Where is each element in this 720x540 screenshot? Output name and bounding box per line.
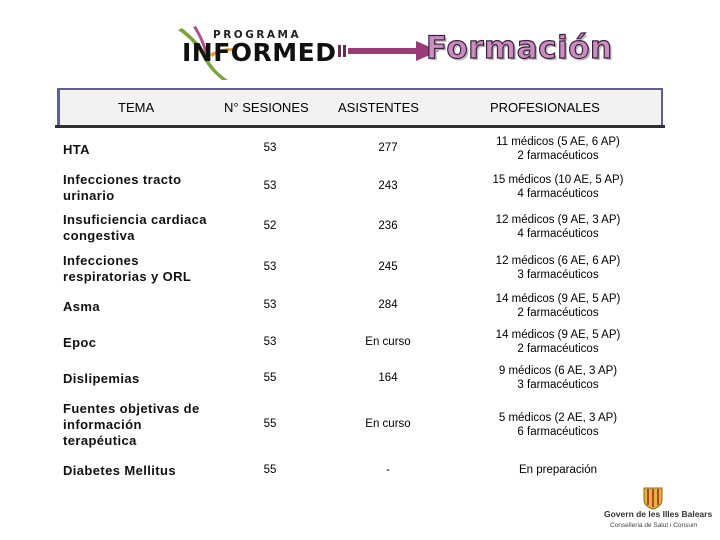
row-asistentes: 164	[378, 372, 398, 384]
row-asistentes: 284	[378, 299, 398, 311]
row-profesionales: 12 médicos (6 AE, 6 AP) 3 farmacéuticos	[495, 255, 621, 281]
section-title: Formación	[426, 30, 613, 66]
row-sesiones: 53	[263, 336, 277, 348]
row-tema: Asma	[63, 299, 101, 314]
row-sesiones: 55	[263, 418, 277, 430]
row-asistentes: 277	[378, 142, 398, 154]
row-tema: Insuficiencia cardiaca congestiva	[63, 212, 207, 243]
row-asistentes: 243	[378, 180, 398, 192]
row-sesiones: 55	[263, 464, 277, 476]
row-tema: Dislipemias	[63, 371, 140, 386]
row-tema: Infecciones respiratorias y ORL	[63, 253, 192, 284]
row-profesionales: 15 médicos (10 AE, 5 AP) 4 farmacéuticos	[492, 174, 624, 200]
row-profesionales: En preparación	[519, 464, 597, 476]
row-sesiones: 53	[263, 299, 277, 311]
row-tema: Epoc	[63, 335, 97, 350]
logo-informed-text: INFORMED	[182, 38, 337, 67]
header-divider	[55, 125, 665, 128]
row-profesionales: 14 médicos (9 AE, 5 AP) 2 farmacéuticos	[495, 329, 621, 355]
govern-name: Govern de les Illes Balears	[604, 509, 713, 519]
row-tema: Fuentes objetivas de información terapéutica	[63, 401, 200, 448]
row-tema: Infecciones tracto urinario	[63, 172, 182, 203]
row-sesiones: 53	[263, 180, 277, 192]
row-sesiones: 55	[263, 372, 277, 384]
row-asistentes: En curso	[365, 418, 411, 430]
row-tema: Diabetes Mellitus	[63, 463, 176, 478]
govern-crest-icon	[641, 486, 665, 510]
arrow-right-icon	[336, 40, 440, 62]
row-asistentes: 245	[378, 261, 398, 273]
govern-department: Conselleria de Salut i Consum	[610, 522, 698, 529]
column-header-sesiones: N° SESIONES	[224, 100, 309, 115]
row-profesionales: 11 médicos (5 AE, 6 AP) 2 farmacéuticos	[496, 136, 620, 162]
row-profesionales: 9 médicos (6 AE, 3 AP) 3 farmacéuticos	[498, 365, 618, 391]
row-profesionales: 5 médicos (2 AE, 3 AP) 6 farmacéuticos	[498, 412, 618, 438]
row-profesionales: 14 médicos (9 AE, 5 AP) 2 farmacéuticos	[495, 293, 621, 319]
row-tema: HTA	[63, 142, 90, 157]
row-profesionales: 12 médicos (9 AE, 3 AP) 4 farmacéuticos	[495, 214, 621, 240]
row-sesiones: 53	[263, 261, 277, 273]
row-asistentes: En curso	[365, 336, 411, 348]
row-asistentes: 236	[378, 220, 398, 232]
row-asistentes: -	[386, 464, 390, 476]
logo-programa-text: PROGRAMA	[213, 29, 302, 41]
column-header-asistentes: ASISTENTES	[338, 100, 419, 115]
column-header-profesionales: PROFESIONALES	[490, 100, 600, 115]
row-sesiones: 52	[263, 220, 277, 232]
row-sesiones: 53	[263, 142, 277, 154]
column-header-tema: TEMA	[118, 100, 155, 115]
